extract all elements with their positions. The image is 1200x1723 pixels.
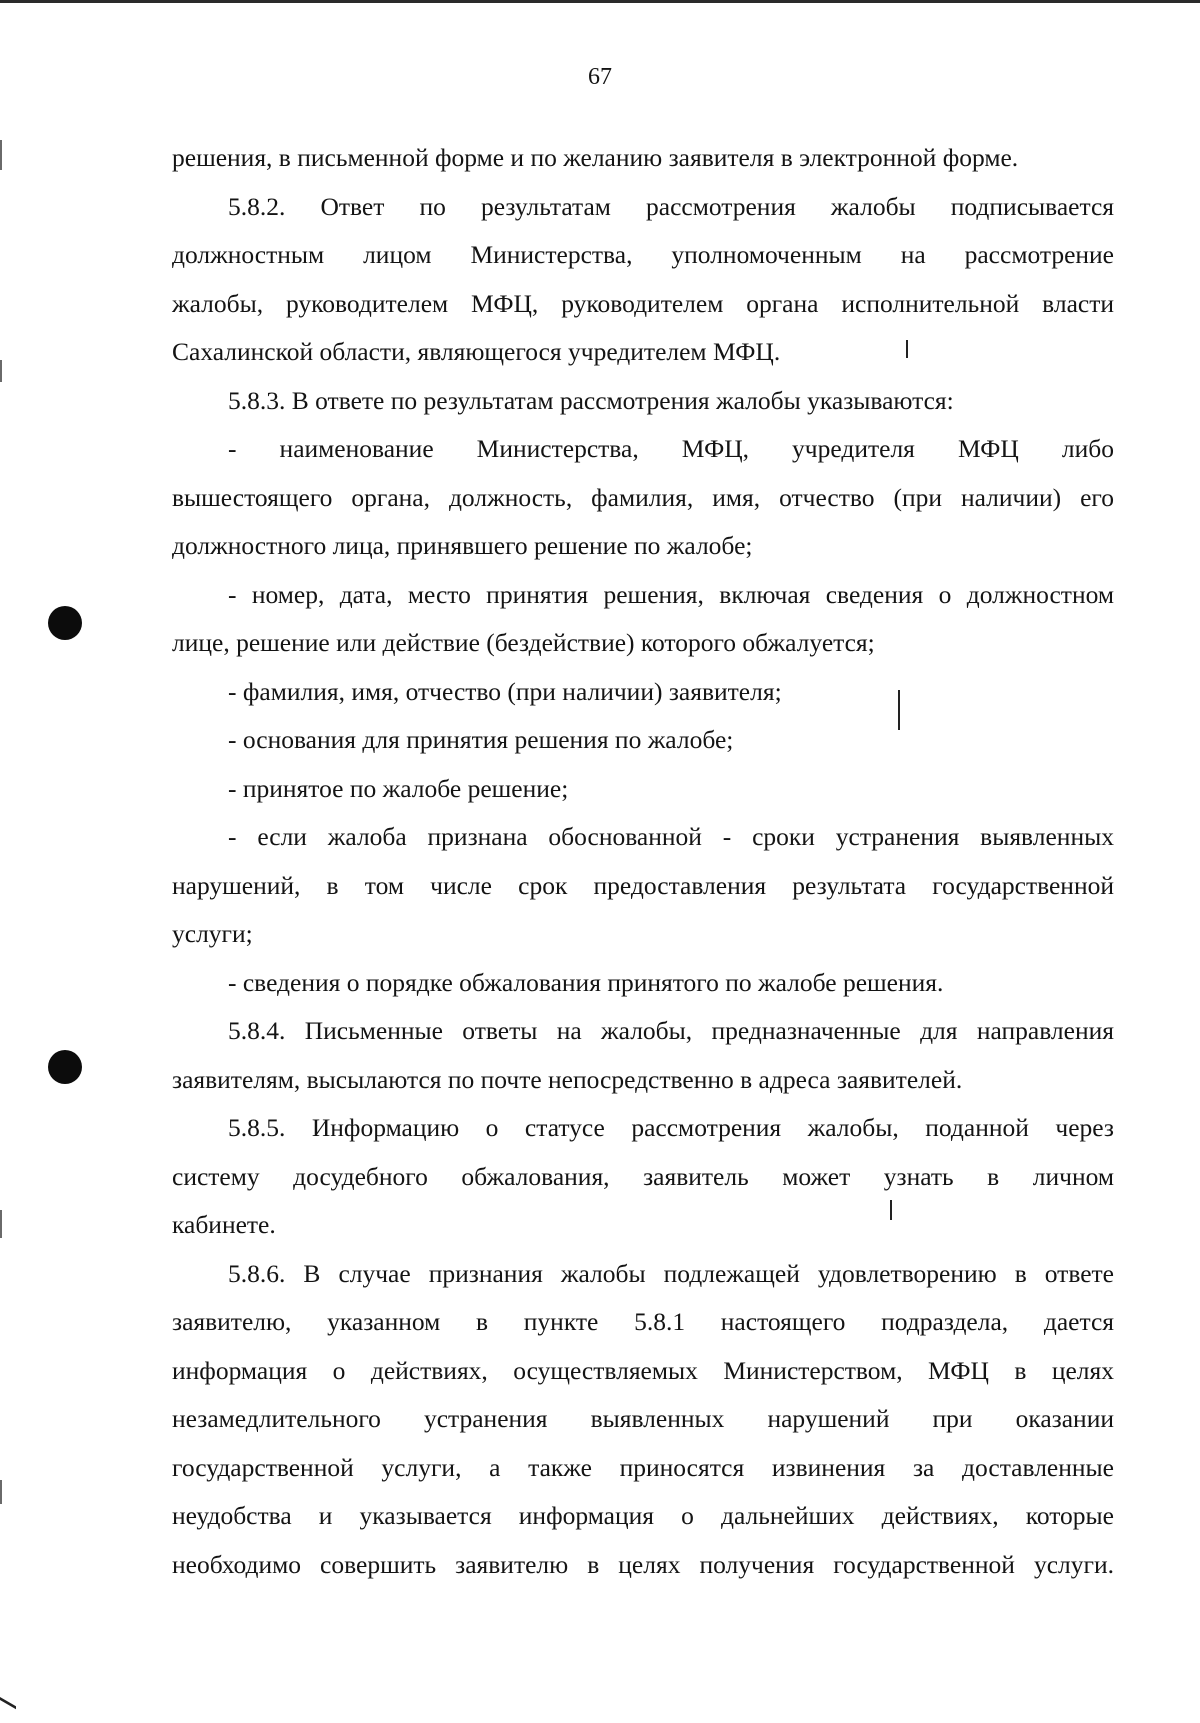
text-line: заявителю, указанном в пункте 5.8.1 настоящего подраздела, дается <box>172 1307 1114 1336</box>
scan-edge-mark <box>0 360 2 382</box>
scan-edge-mark <box>0 1210 2 1238</box>
list-item-line: - фамилия, имя, отчество (при наличии) заявителя; <box>228 676 782 706</box>
scan-edge-mark <box>0 1480 2 1504</box>
page-number: 67 <box>588 64 612 90</box>
paragraph-5-8-2-start: 5.8.2. Ответ по результатам рассмотрения жалобы подписывается <box>228 191 1114 221</box>
paragraph-5-8-4-start: 5.8.4. Письменные ответы на жалобы, предназначенные для направления <box>228 1016 1114 1045</box>
binder-hole-lower <box>48 1050 82 1084</box>
paragraph-5-8-6-start: 5.8.6. В случае признания жалобы подлежащей удовлетворению в ответе <box>228 1258 1114 1288</box>
text-line: Сахалинской области, являющегося учредителем МФЦ. <box>172 337 781 366</box>
document-body <box>172 134 1114 1589</box>
page-top-border <box>0 0 1200 3</box>
paragraph-5-8-3-start: 5.8.3. В ответе по результатам рассмотрения жалобы указываются: <box>228 385 954 415</box>
list-item-line: - основания для принятия решения по жалобе; <box>228 725 734 754</box>
text-line: жалобы, руководителем МФЦ, руководителем органа исполнительной власти <box>172 288 1114 318</box>
text-line: нарушений, в том числе срок предоставления результата государственной <box>172 870 1114 900</box>
text-line: заявителям, высылаются по почте непосредственно в адреса заявителей. <box>172 1064 963 1094</box>
text-line: государственной услуги, а также приносятся извинения за доставленные <box>172 1452 1114 1482</box>
binder-hole-upper <box>48 606 82 640</box>
text-line: решения, в письменной форме и по желанию заявителя в электронной форме. <box>172 143 1019 172</box>
list-item-line: - номер, дата, место принятия решения, включая сведения о должностном <box>228 579 1114 609</box>
text-line: кабинете. <box>172 1210 276 1239</box>
text-line: услуги; <box>172 919 253 948</box>
text-line: должностного лица, принявшего решение по жалобе; <box>172 531 753 560</box>
scan-tick-mark <box>906 340 908 358</box>
list-item-line: - принятое по жалобе решение; <box>228 773 569 803</box>
text-line: информация о действиях, осуществляемых Министерством, МФЦ в целях <box>172 1355 1114 1385</box>
text-line: незамедлительного устранения выявленных нарушений при оказании <box>172 1404 1114 1433</box>
list-item-line: - наименование Министерства, МФЦ, учредителя МФЦ либо <box>228 434 1114 463</box>
text-line: вышестоящего органа, должность, фамилия, имя, отчество (при наличии) его <box>172 482 1114 512</box>
text-line: необходимо совершить заявителю в целях получения государственной услуги. <box>172 1549 1114 1579</box>
scan-tick-mark <box>890 1200 892 1220</box>
text-line: должностным лицом Министерства, уполномоченным на рассмотрение <box>172 240 1114 269</box>
text-line: систему досудебного обжалования, заявитель может узнать в личном <box>172 1161 1114 1191</box>
paragraph-5-8-5-start: 5.8.5. Информацию о статусе рассмотрения жалобы, поданной через <box>228 1113 1114 1142</box>
list-item-line: - если жалоба признана обоснованной - сроки устранения выявленных <box>228 822 1114 851</box>
list-item-line: - сведения о порядке обжалования принятого по жалобе решения. <box>228 967 944 997</box>
text-line: неудобства и указывается информация о дальнейших действиях, которые <box>172 1501 1114 1530</box>
text-line: лице, решение или действие (бездействие) которого обжалуется; <box>172 628 875 657</box>
scan-edge-mark <box>0 140 2 170</box>
scan-corner-mark <box>0 1697 16 1723</box>
scan-tick-mark <box>898 690 900 730</box>
